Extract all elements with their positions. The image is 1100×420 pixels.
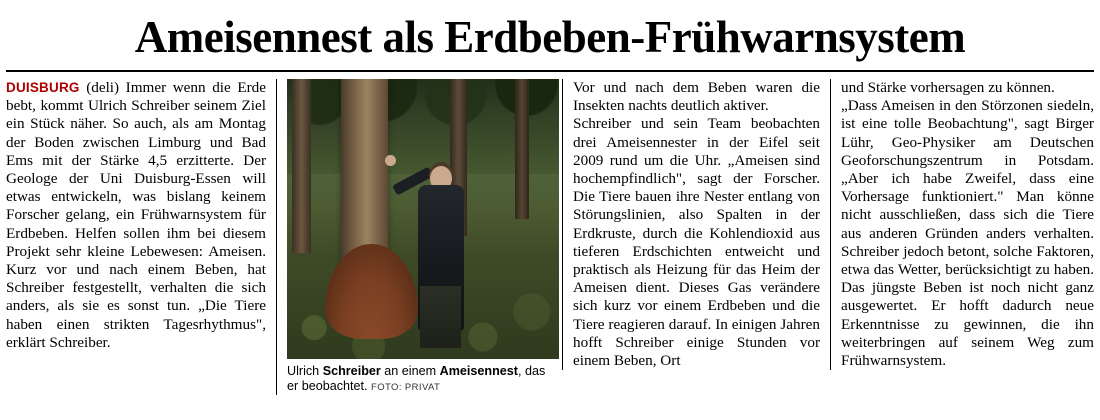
headline-divider (6, 70, 1094, 72)
dateline: DUISBURG (6, 80, 80, 95)
caption-tail: , das er beobachtet. (287, 364, 546, 393)
photo-caption (287, 364, 559, 395)
article-column-4 (830, 79, 1094, 370)
caption-name: Schreiber (322, 364, 381, 378)
column-1-text: Immer wenn die Erde bebt, kommt Ulrich Schreiber seinem Ziel ein Stück näher. So auch, als am Montag der Boden zwischen Limburg und Bad Ems mit der Stärke 4,5 erzitterte. Der Geologe der Uni Duisburg-Essen will etwas entwickeln, was bislang keinem Forscher gelang, ein Frühwarnsystem für Erdbeben. Helfen sollen ihm bei diesem Projekt sehr kleine Lebewesen: Ameisen. Kurz vor und nach einem Beben, hat Schreiber festgestellt, verhalten die sich anders, als sie es sonst tun. „Die Tiere haben einen strikten Tagesrhythmus", erklärt Schreiber. (6, 79, 266, 351)
caption-mid: an einem (380, 364, 440, 378)
article-paragraph (6, 79, 266, 352)
newspaper-article-page (0, 12, 1100, 420)
article-column-1 (6, 79, 276, 352)
photo-block (287, 79, 550, 395)
photo-tree-trunk-right (515, 79, 529, 219)
column-4-text: und Stärke vorhersagen zu können. „Dass Ameisen in den Störzonen siedeln, ist eine tolle Beobachtung", sagt Birger Lühr, Geo-Physiker am Deutschen Geoforschungszentrum in Potsdam. „Aber ich habe Zweifel, dass eine Vorhersage funktioniert." Man könne nicht ausschließen, dass sich die Tiere aus anderen Gründen anders verhalten. Schreiber jedoch betont, solche Faktoren, etwa das Wetter, berücksichtigt zu haben. Das jüngste Beben ist noch nicht ganz ausgewertet. Er hofft dadurch neue Erkenntnisse zu gewinnen, die ihn weiterbringen auf seinem Weg zum Frühwarnsystem. (841, 79, 1094, 370)
article-column-2 (276, 79, 562, 395)
article-columns (6, 79, 1094, 395)
photo-credit: FOTO: PRIVAT (371, 382, 441, 393)
caption-lead: Ulrich (287, 364, 323, 378)
caption-subject: Ameisennest (439, 364, 519, 378)
byline: (deli) (86, 79, 120, 96)
photo-person-legs (420, 286, 461, 348)
page-title: Ameisennest als Erdbeben-Frühwarnsystem (134, 12, 966, 62)
photo-tree-trunk-left (292, 79, 311, 253)
article-photo (287, 79, 559, 359)
photo-person-hand (385, 155, 396, 166)
column-3-text: Vor und nach dem Beben waren die Insekten nachts deutlich aktiver. Schreiber und sein Team beobachten drei Ameisennester in der Eifel seit 2009 rund um die Uhr. „Ameisen sind hochempfindlich", sagt der Forscher. Die Tiere bauen ihre Nester entlang von Störungslinien, also Spalten in der Erdkruste, durch die Kohlendioxid aus tieferen Erdschichten entweicht und praktisch als Heizung für das Heim der Ameisen dient. Dieses Gas verändere sich kurz vor einem Erdbeben und die Tiere reagieren darauf. In einigen Jahren hofft Schreiber einige Stunden vor einem Beben, Ort (573, 79, 820, 370)
article-column-3 (562, 79, 830, 370)
